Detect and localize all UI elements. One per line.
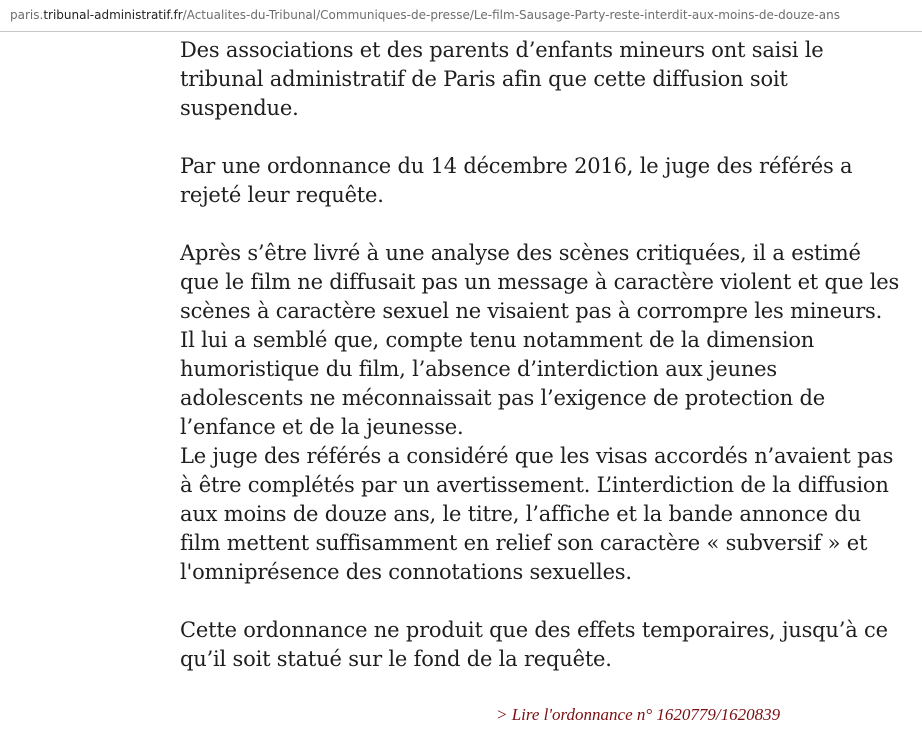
url-subdomain: paris. [10, 8, 44, 22]
address-bar[interactable] [0, 0, 922, 32]
article-paragraph-4: Le juge des référés a considéré que les visas accordés n’avaient pas à être complétés par un avertissement. L’interdiction de la diffusion aux moins de douze ans, le titre, l’affiche et la bande annonce du film mettent suffisamment en relief son caractère « subversif » et l'omniprésence des connotations sexuelles. [180, 444, 894, 584]
url-path: /Actualites-du-Tribunal/Communiques-de-presse/Le-film-Sausage-Party-reste-interdit-aux-moins-de-douze-ans [182, 8, 840, 22]
article-body [180, 36, 902, 703]
article-paragraph-3: Après s’être livré à une analyse des scènes critiquées, il a estimé que le film ne diffusait pas un message à caractère violent et que les scènes à caractère sexuel ne visaient pas à corrompre les mineurs. Il lui a semblé que, compte tenu notamment de la dimension humoristique du film, l’absence d’interdiction aux jeunes adolescents ne méconnaissait pas l’exigence de protection de l’enfance et de la jeunesse. [180, 241, 900, 439]
url-domain: tribunal-administratif.fr [43, 8, 183, 22]
article-paragraph-2: Par une ordonnance du 14 décembre 2016, le juge des référés a rejeté leur requête. [180, 154, 853, 207]
read-ordonnance-link[interactable]: > Lire l'ordonnance n° 1620779/1620839 [496, 705, 781, 724]
article-paragraph-5: Cette ordonnance ne produit que des effets temporaires, jusqu’à ce qu’il soit statué sur le fond de la requête. [180, 618, 888, 671]
article-paragraph-1: Des associations et des parents d’enfants mineurs ont saisi le tribunal administratif de Paris afin que cette diffusion soit suspendue. [180, 38, 824, 120]
